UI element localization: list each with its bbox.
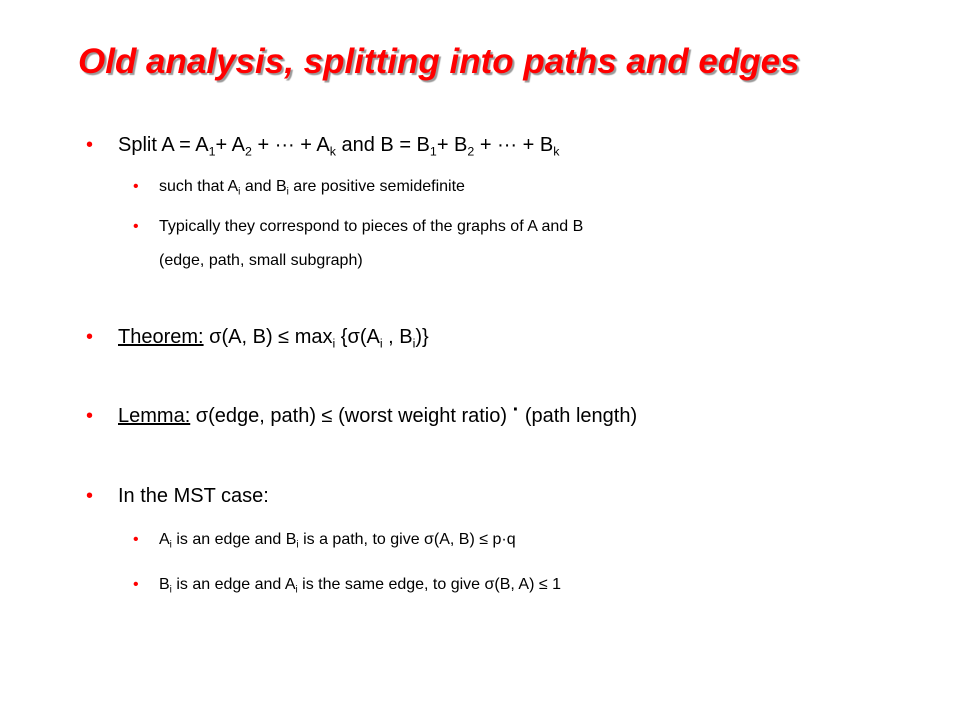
bullet-lemma: • Lemma: σ(edge, path) ≤ (worst weight ratio) · (path length) [86,399,638,427]
slide-title: Old analysis, splitting into paths and edges [78,42,800,81]
bullet-theorem: • Theorem: σ(A, $B) \le \max_i \{\sigma(A_i$ , $B_i$)} [86,326,429,351]
bullet-marker: • [133,178,139,195]
theorem-label: Theorem: [118,326,204,348]
bullet-marker: • [133,218,139,235]
bullet-marker: • [86,405,94,427]
subbullet-psd: • such that $A_i$ and $B_i$ are positive semidefinite [133,178,465,198]
subbullet-ai-edge: • $A_i$ is an edge and $B_i$ is a path, to give σ(A, B) ≤ p·q [133,531,516,551]
bullet-marker: • [86,326,94,348]
bullet-marker: • [86,485,94,507]
bullet-marker: • [133,531,139,548]
multiply-dot: · [512,399,520,421]
subbullet-typically: • Typically they correspond to pieces of the graphs of A and B [133,218,584,235]
subbullet-bi-edge: • $B_i$ is an edge and $A_i$ is the same edge, to give σ(B, A) ≤ 1 [133,576,561,596]
bullet-marker: • [86,134,94,156]
lemma-label: Lemma: [118,405,191,427]
bullet-marker: • [133,576,139,593]
bullet-mst: • In the MST case: [86,485,269,507]
subbullet-typically-cont: (edge, path, small subgraph) [159,252,363,269]
bullet-split: • Split $A = A_1+ A_2$ + ··· + $A_k$ and $B = B_1+ B_2$ + ··· + $B_k$ [86,134,560,159]
